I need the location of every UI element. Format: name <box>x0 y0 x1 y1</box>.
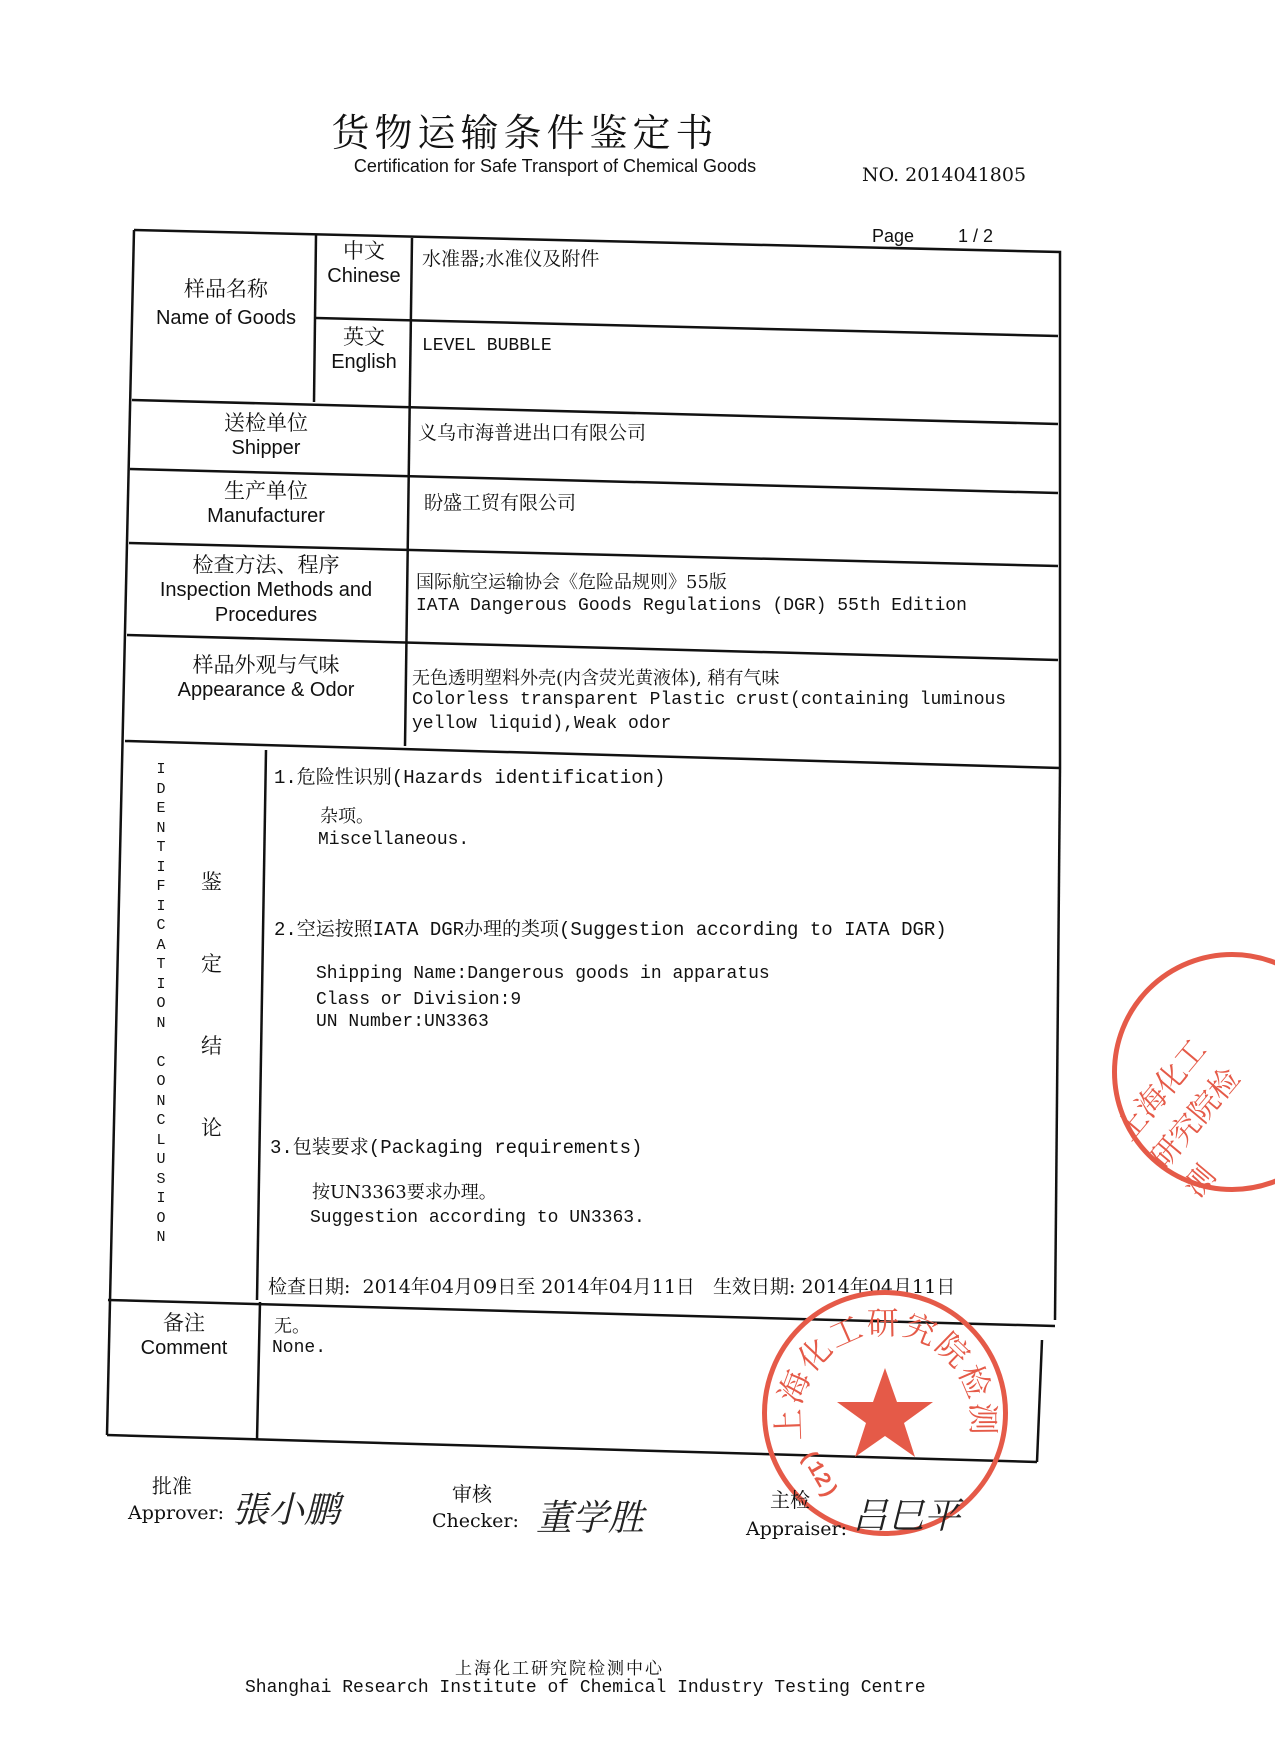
packaging-title: 3.包装要求(Packaging requirements) <box>270 1137 643 1159</box>
inspection-dates: 检查日期: 2014年04月09日至 2014年04月11日 生效日期: 2014年04月11日 <box>268 1276 956 1298</box>
conclusion-cn-1: 鉴 <box>201 870 222 894</box>
inspection-label-en-2: Procedures <box>214 604 318 627</box>
vertical-letter <box>150 1033 172 1053</box>
vertical-letter: O <box>156 995 166 1012</box>
vertical-letter: U <box>156 1151 166 1168</box>
packaging-en: Suggestion according to UN3363. <box>310 1208 645 1228</box>
checker-cn: 审核 <box>452 1482 492 1506</box>
seal-bottom-text: 上海化工研究院检测 <box>769 1304 1002 1442</box>
shipper-label-en: Shipper <box>231 437 301 460</box>
conclusion-cn-4: 论 <box>201 1116 222 1140</box>
goods-label <box>136 276 316 331</box>
english-label-en: English <box>331 351 397 374</box>
goods-label-cn: 样品名称 <box>184 277 268 301</box>
title-english: Certification for Safe Transport of Chemical Goods <box>353 156 757 176</box>
english-label-cn: 英文 <box>343 325 385 349</box>
vertical-letter: T <box>156 956 166 973</box>
conclusion-cn-3: 结 <box>201 1034 222 1058</box>
dgr-class: Class or Division:9 <box>316 990 522 1010</box>
english-label <box>318 324 410 375</box>
page-label: Page <box>872 226 915 246</box>
vertical-letter: N <box>156 1092 166 1110</box>
dgr-un-number: UN Number:UN3363 <box>316 1012 489 1032</box>
vertical-letter: I <box>156 858 166 876</box>
vertical-letter: C <box>156 917 166 934</box>
manufacturer-value: 盼盛工贸有限公司 <box>424 492 577 514</box>
appearance-value-en-1: Colorless transparent Plastic crust(containing luminous <box>412 690 1007 710</box>
inspection-label-cn: 检查方法、程序 <box>192 553 340 577</box>
appearance-value-en-2: yellow liquid),Weak odor <box>412 714 672 734</box>
hazards-en: Miscellaneous. <box>318 830 470 850</box>
vertical-letter: I <box>156 897 166 915</box>
title-chinese: 货物运输条件鉴定书 <box>331 111 719 155</box>
vertical-letter: N <box>156 1229 166 1246</box>
shipper-label-cn: 送检单位 <box>224 411 308 435</box>
comment-value-cn: 无。 <box>274 1316 310 1337</box>
approver-cn: 批准 <box>152 1474 192 1498</box>
appraiser-signature: 吕巳平 <box>852 1496 961 1537</box>
inspection-value-cn: 国际航空运输协会《危险品规则》55版 <box>416 572 727 593</box>
appearance-label-en: Appearance & Odor <box>177 679 355 702</box>
vertical-letter: I <box>156 761 166 778</box>
certificate-number: NO. 2014041805 <box>862 164 1027 186</box>
english-name-value: LEVEL BUBBLE <box>422 336 552 356</box>
manufacturer-label-en: Manufacturer <box>207 505 325 528</box>
manufacturer-label <box>136 478 396 529</box>
appearance-value-cn: 无色透明塑料外壳(内含荧光黄液体), 稍有气味 <box>412 668 780 689</box>
hazards-title: 1.危险性识别(Hazards identification) <box>274 767 666 789</box>
inspection-label-en-1: Inspection Methods and <box>159 579 373 602</box>
inspection-label <box>130 552 402 628</box>
shipper-value: 义乌市海普进出口有限公司 <box>418 422 647 444</box>
appearance-label-cn: 样品外观与气味 <box>192 653 340 677</box>
vertical-letter: A <box>156 936 166 954</box>
vertical-letter: S <box>156 1170 166 1188</box>
manufacturer-label-cn: 生产单位 <box>224 479 308 503</box>
comment-value-en: None. <box>272 1338 327 1358</box>
footer-org-cn: 上海化工研究院检测中心 <box>455 1659 664 1679</box>
footer-org-en: Shanghai Research Institute of Chemical Industry Testing Centre <box>245 1678 926 1698</box>
shipper-label <box>136 410 396 461</box>
dgr-shipping-name: Shipping Name:Dangerous goods in apparatus <box>316 964 770 984</box>
appraiser-en: Appraiser: <box>746 1518 848 1540</box>
chinese-label-en: Chinese <box>327 265 401 288</box>
checker-en: Checker: <box>432 1510 519 1532</box>
seal-number: (12) <box>794 1445 843 1504</box>
hazards-cn: 杂项。 <box>320 806 374 827</box>
vertical-letter: O <box>156 1073 166 1090</box>
comment-label-en: Comment <box>140 1337 228 1360</box>
comment-label <box>110 1310 258 1361</box>
vertical-letter: O <box>156 1209 166 1227</box>
goods-label-en: Name of Goods <box>155 307 297 330</box>
page-number: 1 / 2 <box>958 226 994 246</box>
vertical-letter: E <box>156 800 166 817</box>
identification-conclusion-vertical <box>150 760 172 1248</box>
vertical-letter: N <box>156 1014 166 1032</box>
chinese-label <box>318 238 410 289</box>
chinese-label-cn: 中文 <box>343 239 385 263</box>
vertical-letter: I <box>156 1190 166 1207</box>
conclusion-cn-2: 定 <box>201 952 222 976</box>
vertical-letter: L <box>156 1131 166 1149</box>
approver-en: Approver: <box>128 1502 225 1524</box>
comment-label-cn: 备注 <box>163 1311 205 1335</box>
approver-signature: 張小鹏 <box>232 1490 341 1531</box>
chinese-name-value: 水准器;水准仪及附件 <box>422 248 600 270</box>
svg-text:上海化工研究院检测 <box>769 1304 1002 1441</box>
vertical-letter: T <box>156 839 166 856</box>
appraiser-cn: 主检 <box>770 1488 810 1512</box>
vertical-letter: C <box>156 1112 166 1129</box>
vertical-letter: N <box>156 819 166 837</box>
dgr-title: 2.空运按照IATA DGR办理的类项(Suggestion according to IATA DGR) <box>274 919 947 941</box>
vertical-letter: C <box>156 1053 166 1071</box>
vertical-letter: F <box>156 878 166 895</box>
seal-right-text: 上海化工研究院检测 <box>1109 1033 1248 1205</box>
appearance-label <box>130 652 402 703</box>
vertical-letter: D <box>156 780 166 798</box>
packaging-cn: 按UN3363要求办理。 <box>312 1182 497 1203</box>
inspection-value-en: IATA Dangerous Goods Regulations (DGR) 55th Edition <box>416 596 967 616</box>
vertical-letter: I <box>156 975 166 993</box>
checker-signature: 董学胜 <box>536 1498 645 1539</box>
